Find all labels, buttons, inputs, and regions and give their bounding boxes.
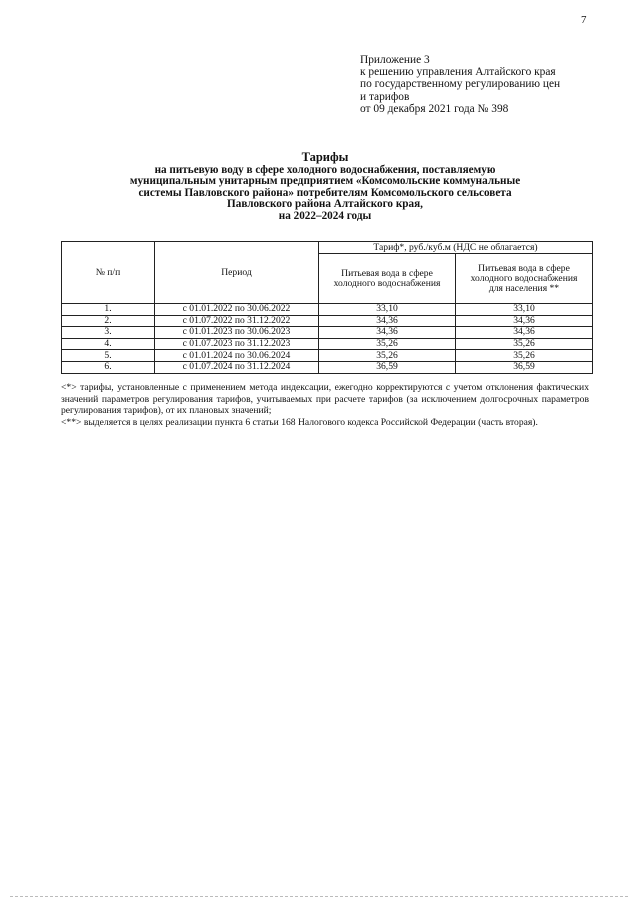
- header-water: Питьевая вода в сфере холодного водоснабжения: [319, 254, 456, 304]
- cell-number: 1.: [62, 304, 155, 316]
- footnotes: [61, 382, 589, 429]
- appendix-line: и тарифов: [360, 90, 410, 103]
- appendix-line: по государственному регулированию цен: [360, 78, 561, 91]
- title-line: Павловского района Алтайского края,: [227, 198, 423, 211]
- cell-water: 36,59: [319, 361, 456, 373]
- cell-population: 33,10: [456, 304, 593, 316]
- cell-water: 34,36: [319, 315, 456, 327]
- cell-population: 35,26: [456, 338, 593, 350]
- title-line: на 2022–2024 годы: [278, 209, 372, 222]
- footnote-population: <**> выделяется в целях реализации пункта 6 статьи 168 Налогового кодекса Российской Федерации (часть вторая).: [61, 417, 538, 429]
- title-main: Тарифы: [301, 150, 349, 164]
- cell-number: 4.: [62, 338, 155, 350]
- cell-number: 5.: [62, 350, 155, 362]
- table-row: [62, 327, 593, 339]
- cell-period: с 01.07.2023 по 31.12.2023: [155, 338, 319, 350]
- cell-population: 35,26: [456, 350, 593, 362]
- cell-population: 34,36: [456, 327, 593, 339]
- cell-period: с 01.07.2024 по 31.12.2024: [155, 361, 319, 373]
- appendix-line: Приложение 3: [360, 54, 430, 66]
- cell-period: с 01.01.2023 по 30.06.2023: [155, 327, 319, 339]
- cell-number: 2.: [62, 315, 155, 327]
- cell-population: 34,36: [456, 315, 593, 327]
- cell-period: с 01.07.2022 по 31.12.2022: [155, 315, 319, 327]
- cell-number: 6.: [62, 361, 155, 373]
- appendix-line: от 09 декабря 2021 года № 398: [360, 102, 509, 115]
- title-line: на питьевую воду в сфере холодного водоснабжения, поставляемую: [154, 163, 496, 176]
- table-row: [62, 338, 593, 350]
- cell-water: 34,36: [319, 327, 456, 339]
- cell-population: 36,59: [456, 361, 593, 373]
- table-row: [62, 350, 593, 362]
- cell-number: 3.: [62, 327, 155, 339]
- header-population: Питьевая вода в сфере холодного водоснабжения для населения **: [456, 254, 593, 304]
- table-row: [62, 361, 593, 373]
- cell-water: 35,26: [319, 350, 456, 362]
- document-title: [60, 152, 590, 223]
- cell-period: с 01.01.2024 по 30.06.2024: [155, 350, 319, 362]
- table-row: [62, 304, 593, 316]
- title-line: муниципальным унитарным предприятием «Комсомольские коммунальные: [129, 175, 521, 188]
- scan-edge-divider: [10, 896, 628, 897]
- footnote-tariff: <*> тарифы, установленные с применением метода индексации, ежегодно корректируются с учетом отклонения фактических значений параметров регулирования тарифов, учитываемых при расчете тарифов (за исключением долгосрочных параметров регулирования тарифов), от их плановых значений;: [61, 382, 589, 417]
- appendix-header: [360, 54, 560, 115]
- cell-period: с 01.01.2022 по 30.06.2022: [155, 304, 319, 316]
- header-number: № п/п: [62, 242, 155, 304]
- page-number: 7: [581, 14, 587, 26]
- cell-water: 35,26: [319, 338, 456, 350]
- header-period: Период: [155, 242, 319, 304]
- cell-water: 33,10: [319, 304, 456, 316]
- title-line: системы Павловского района» потребителям Комсомольского сельсовета: [138, 186, 512, 199]
- table-row: [62, 315, 593, 327]
- header-tariff-group: Тариф*, руб./куб.м (НДС не облагается): [319, 242, 593, 254]
- tariff-table: [61, 241, 593, 374]
- appendix-line: к решению управления Алтайского края: [360, 66, 556, 79]
